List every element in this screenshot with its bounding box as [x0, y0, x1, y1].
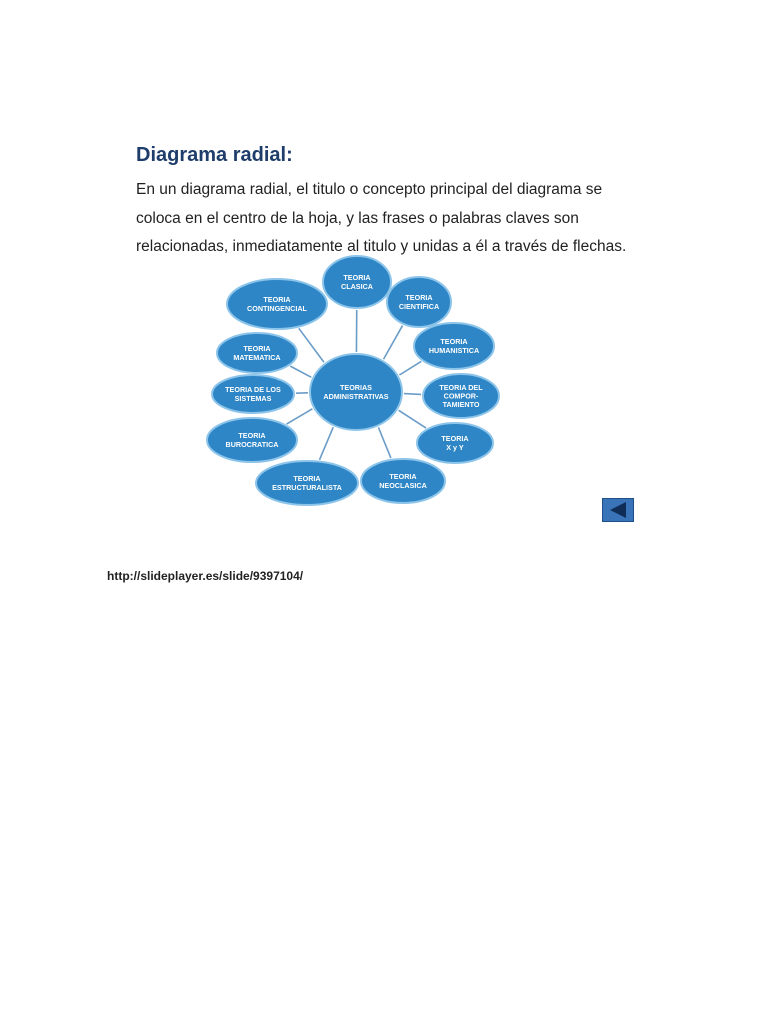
center-node-label: TEORIAS: [340, 383, 372, 393]
theory-node-label: TEORIA: [343, 273, 371, 283]
center-node-label: ADMINISTRATIVAS: [323, 391, 389, 401]
connector-line: [378, 427, 390, 458]
theory-node-label: TEORIA: [440, 337, 468, 347]
connector-line: [404, 394, 421, 395]
paragraph-line: coloca en el centro de la hoja, y las frases o palabras claves son: [136, 209, 579, 227]
theory-node-label: TEORIA: [293, 474, 321, 484]
back-button[interactable]: [602, 498, 634, 522]
theory-node-label: MATEMATICA: [233, 352, 281, 362]
connector-line: [384, 326, 403, 360]
theory-node-label: TEORIA: [263, 295, 291, 305]
theory-node-label: TEORIA: [243, 344, 271, 354]
theory-node-label: TEORIA: [441, 434, 469, 444]
theory-node-label: HUMANISTICA: [428, 345, 480, 355]
theory-node-label: BUROCRATICA: [225, 439, 279, 449]
connector-line: [319, 427, 333, 460]
theory-node-label: TEORIA DEL: [439, 382, 483, 392]
theory-node-label: CIENTIFICA: [398, 301, 440, 311]
heading: Diagrama radial:: [136, 144, 293, 166]
connector-line: [290, 366, 311, 377]
theory-node-label: TEORIA: [389, 472, 417, 482]
theory-node-label: CLASICA: [341, 281, 373, 291]
paragraph-line: En un diagrama radial, el titulo o concepto principal del diagrama se: [136, 181, 603, 198]
back-triangle-icon: [610, 502, 626, 518]
theory-node-label: TEORIA: [238, 431, 266, 441]
theory-node-label: CONTINGENCIAL: [247, 303, 307, 313]
theory-node-label: SISTEMAS: [234, 393, 272, 403]
connector-line: [287, 409, 313, 424]
connector-line: [399, 361, 421, 375]
paragraph-line: relacionadas, inmediatamente al titulo y unidas a él a través de flechas.: [136, 238, 627, 255]
theory-node-label: TEORIA DE LOS: [225, 385, 281, 395]
theory-node-label: COMPOR-: [443, 391, 479, 401]
connector-line: [299, 328, 324, 362]
theory-node-label: ESTRUCTURALISTA: [272, 482, 342, 492]
theory-node-label: TEORIA: [405, 293, 433, 303]
theory-node-label: TAMIENTO: [442, 400, 480, 410]
source-link[interactable]: http://slideplayer.es/slide/9397104/: [107, 569, 304, 583]
theory-node-label: X y Y: [446, 442, 464, 452]
connector-line: [399, 410, 426, 428]
theory-node-label: NEOCLASICA: [379, 480, 427, 490]
